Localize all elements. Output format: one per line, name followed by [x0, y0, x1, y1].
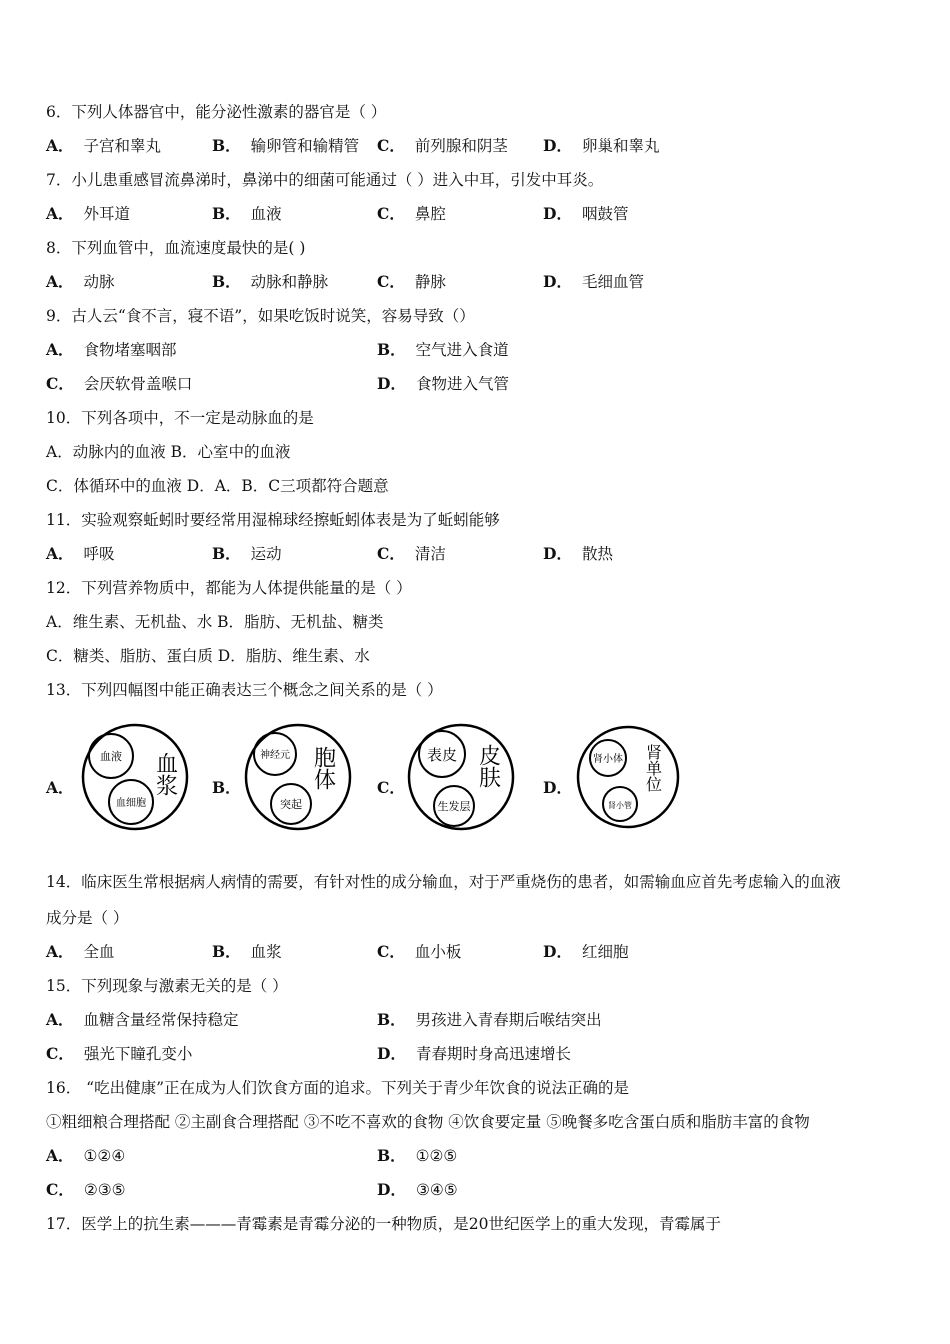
fig-d-small1: 肾小体: [593, 754, 623, 765]
q13-figure-d: [573, 722, 683, 836]
q15-option-d: D． 青春期时身高迅速增长: [377, 1044, 571, 1063]
q13-figure-c: [406, 722, 516, 836]
q7-option-b: B． 血液: [212, 204, 282, 223]
q6-option-c: C． 前列腺和阴茎: [377, 136, 508, 155]
fig-d-small2: 肾小管: [608, 801, 632, 810]
q11-option-b: B． 运动: [212, 544, 282, 563]
q11-option-c: C． 清洁: [377, 544, 446, 563]
question-14-stem-line1: 14．临床医生常根据病人病情的需要，有针对性的成分输血，对于严重烧伤的患者，如需输血应首先考虑输入的血液: [46, 873, 841, 891]
q9-option-a: A． 食物堵塞咽部: [46, 340, 177, 359]
question-16-stem: 16． “吃出健康”正在成为人们饮食方面的追求。下列关于青少年饮食的说法正确的是: [46, 1079, 630, 1097]
q8-option-c: C． 静脉: [377, 272, 446, 291]
q8-option-d: D． 毛细血管: [543, 272, 644, 291]
question-6-stem: 6．下列人体器官中，能分泌性激素的器官是（ ）: [46, 103, 387, 121]
q13-figure-b: [243, 722, 353, 836]
q11-option-a: A． 呼吸: [46, 544, 115, 563]
q13-fig-d-label: D．: [543, 778, 572, 797]
question-16-items: ①粗细粮合理搭配 ②主副食合理搭配 ③不吃不喜欢的食物 ④饮食要定量 ⑤晚餐多吃含蛋白质和脂肪丰富的食物: [46, 1113, 810, 1131]
question-8-stem: 8．下列血管中，血流速度最快的是( ): [46, 239, 306, 257]
q7-option-d: D． 咽鼓管: [543, 204, 629, 223]
q15-option-b: B． 男孩进入青春期后喉结突出: [377, 1010, 602, 1029]
fig-c-big: 皮肤: [475, 744, 501, 788]
fig-a-small1: 血液: [100, 750, 122, 763]
q13-fig-a-label: A．: [46, 778, 74, 797]
q6-option-a: A． 子宫和睾丸: [46, 136, 162, 155]
question-15-stem: 15．下列现象与激素无关的是（ ）: [46, 977, 288, 995]
q16-option-c: C． ②③⑤: [46, 1180, 126, 1199]
q8-option-b: B． 动脉和静脉: [212, 272, 329, 291]
fig-b-small2: 突起: [280, 798, 302, 811]
q14-option-b: B． 血浆: [212, 942, 282, 961]
q16-option-b: B． ①②⑤: [377, 1146, 458, 1165]
q16-option-a: A． ①②④: [46, 1146, 126, 1165]
q6-option-d: D． 卵巢和睾丸: [543, 136, 660, 155]
q9-option-c: C． 会厌软骨盖喉口: [46, 374, 193, 393]
question-7-stem: 7．小儿患重感冒流鼻涕时，鼻涕中的细菌可能通过（ ）进入中耳，引发中耳炎。: [46, 171, 604, 189]
question-14-stem-line2: 成分是（ ）: [46, 909, 129, 927]
q12-options-cd: C．糖类、脂肪、蛋白质 D．脂肪、维生素、水: [46, 647, 370, 665]
q7-option-a: A． 外耳道: [46, 204, 131, 223]
q15-option-a: A． 血糖含量经常保持稳定: [46, 1010, 239, 1029]
q6-option-b: B． 输卵管和输精管: [212, 136, 360, 155]
q8-option-a: A． 动脉: [46, 272, 115, 291]
question-13-stem: 13．下列四幅图中能正确表达三个概念之间关系的是（ ）: [46, 681, 443, 699]
q12-options-ab: A．维生素、无机盐、水 B．脂肪、无机盐、糖类: [46, 613, 384, 631]
q7-option-c: C． 鼻腔: [377, 204, 446, 223]
q14-option-a: A． 全血: [46, 942, 115, 961]
q10-options-ab: A．动脉内的血液 B．心室中的血液: [46, 443, 291, 461]
q11-option-d: D． 散热: [543, 544, 613, 563]
q9-option-b: B． 空气进入食道: [377, 340, 509, 359]
q13-fig-c-label: C．: [377, 778, 405, 797]
q14-option-d: D． 红细胞: [543, 942, 629, 961]
question-17-stem: 17．医学上的抗生素———青霉素是青霉分泌的一种物质，是20世纪医学上的重大发现，青霉属于: [46, 1215, 721, 1233]
fig-a-big: 血浆: [152, 752, 178, 796]
question-12-stem: 12．下列营养物质中，都能为人体提供能量的是（ ）: [46, 579, 412, 597]
question-11-stem: 11．实验观察蚯蚓时要经常用湿棉球经擦蚯蚓体表是为了蚯蚓能够: [46, 511, 500, 529]
question-10-stem: 10．下列各项中，不一定是动脉血的是: [46, 409, 314, 427]
q10-options-cd: C．体循环中的血液 D．A．B．C三项都符合题意: [46, 477, 389, 495]
fig-b-big: 胞体: [310, 746, 336, 790]
fig-c-small1: 表皮: [426, 746, 458, 764]
q15-option-c: C． 强光下瞳孔变小: [46, 1044, 193, 1063]
q16-option-d: D． ③④⑤: [377, 1180, 458, 1199]
fig-a-small2: 血细胞: [116, 798, 146, 809]
q14-option-c: C． 血小板: [377, 942, 462, 961]
fig-d-big: 肾单位: [643, 744, 663, 792]
q13-fig-b-label: B．: [212, 778, 241, 797]
question-9-stem: 9．古人云“食不言，寝不语”，如果吃饭时说笑，容易导致（）: [46, 307, 475, 325]
fig-c-small2: 生发层: [437, 800, 471, 813]
q9-option-d: D． 食物进入气管: [377, 374, 509, 393]
q13-figure-a: [80, 722, 190, 836]
fig-b-small1: 神经元: [260, 750, 290, 761]
